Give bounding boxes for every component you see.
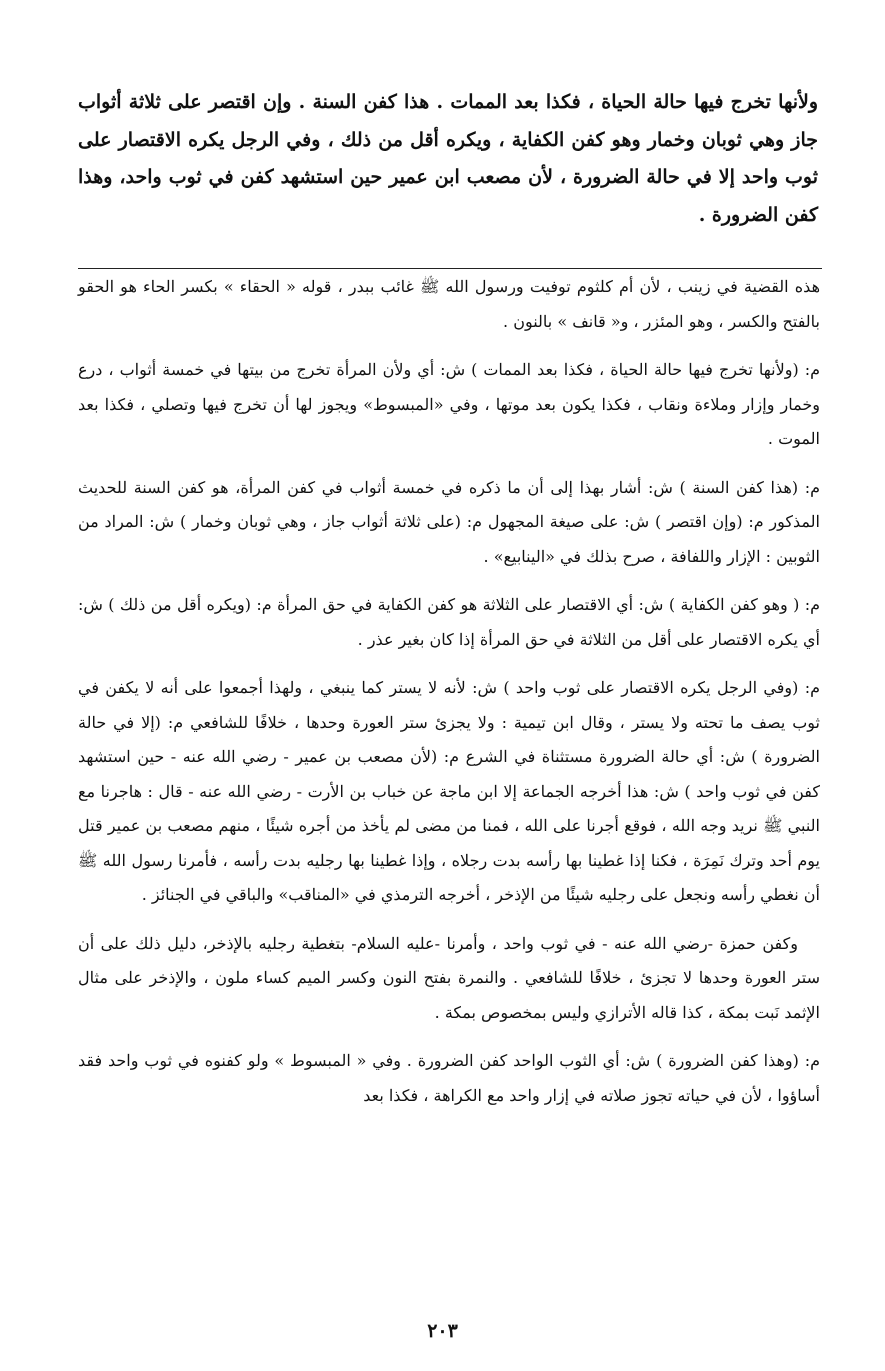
- commentary-paragraph-6: وكفن حمزة -رضي الله عنه - في ثوب واحد ، وأمرنا -عليه السلام- بتغطية رجليه بالإذخر، دليل ذلك على أن ستر العورة وحدها لا تجزئ ، خلافًا للشافعي . والنمرة بفتح النون وكسر الميم كساء ملون ، والإذخر على مثال الإثمد نَبت بمكة ، كذا قاله الأترازي وليس بمخصوص بمكة .: [78, 933, 820, 1022]
- commentary-paragraph-2: م: (ولأنها تخرج فيها حالة الحياة ، فكذا بعد الممات ) ش: أي ولأن المرأة تخرج من بيتها في خمسة أثواب ، درع وخمار وإزار وملاءة ونقاب ، فكذا يكون بعد موتها ، وفي «المبسوط» ويجوز لها أن تخرج فيها وتصلي ، فكذا بعد الموت .: [78, 360, 820, 448]
- commentary-paragraph-4: م: ( وهو كفن الكفاية ) ش: أي الاقتصار على الثلاثة هو كفن الكفاية في حق المرأة م: (ويكره أقل من ذلك ) ش: أي يكره الاقتصار على أقل من الثلاثة في حق المرأة إذا كان بغير عذر .: [78, 595, 820, 649]
- commentary-block: [78, 270, 820, 1127]
- page-number: ٢٠٣: [427, 1320, 458, 1342]
- footnote-divider: [78, 268, 822, 269]
- commentary-paragraph-7: م: (وهذا كفن الضرورة ) ش: أي الثوب الواحد كفن الضرورة . وفي « المبسوط » ولو كفنوه في ثوب واحد فقد أساؤوا ، لأن في حياته تجوز صلاته في إزار واحد مع الكراهة ، فكذا بعد: [78, 1051, 820, 1105]
- main-text-paragraph: ولأنها تخرج فيها حالة الحياة ، فكذا بعد الممات . هذا كفن السنة . وإن اقتصر على ثلاثة أثواب جاز وهي ثوبان وخمار وهو كفن الكفاية ، ويكره أقل من ذلك ، وفي الرجل يكره الاقتصار على ثوب واحد إلا في حالة الضرورة ، لأن مصعب ابن عمير حين استشهد كفن في ثوب واحد، وهذا كفن الضرورة .: [78, 91, 818, 226]
- commentary-paragraph-1: هذه القضية في زينب ، لأن أم كلثوم توفيت ورسول الله ﷺ غائب ببدر ، قوله « الحقاء » بكسر الحاء هو الحقو بالفتح والكسر ، وهو المئزر ، و« قانف » بالنون .: [78, 277, 820, 331]
- commentary-paragraph-3: م: (هذا كفن السنة ) ش: أشار بهذا إلى أن ما ذكره في خمسة أثواب في كفن المرأة، هو كفن السنة للحديث المذكور م: (وإن اقتصر ) ش: على صيغة المجهول م: (على ثلاثة أثواب جاز ، وهي ثوبان وخمار ) ش: المراد من الثوبين : الإزار واللفافة ، صرح بذلك في «الينابيع» .: [78, 477, 820, 566]
- main-text-block: [78, 84, 818, 234]
- commentary-paragraph-5: م: (وفي الرجل يكره الاقتصار على ثوب واحد ) ش: لأنه لا يستر كما ينبغي ، ولهذا أجمعوا على أنه لا يكفن في ثوب يصف ما تحته ولا يستر ، وقال ابن تيمية : ولا يجزئ ستر العورة وحدها ، خلافًا للشافعي م: (إلا في حالة الضرورة ) ش: أي حالة الضرورة مستثناة في الشرع م: (لأن مصعب بن عمير - رضي الله عنه - حين استشهد كفن في ثوب واحد ) ش: هذا أخرجه الجماعة إلا ابن ماجة عن خباب بن الأرت - رضي الله عنه - قال : هاجرنا مع النبي ﷺ نريد وجه الله ، فوقع أجرنا على الله ، فمنا من مضى لم يأخذ من أجره شيئًا ، منهم مصعب بن عمير قتل يوم أحد وترك نَمِرَة ، فكنا إذا غطينا بها رأسه بدت رجلاه ، وإذا غطينا بها رجليه بدت رأسه ، فأمرنا رسول الله ﷺ أن نغطي رأسه ونجعل على رجليه شيئًا من الإذخر ، أخرجه الترمذي في «المناقب» والباقي في الجنائز .: [78, 678, 821, 904]
